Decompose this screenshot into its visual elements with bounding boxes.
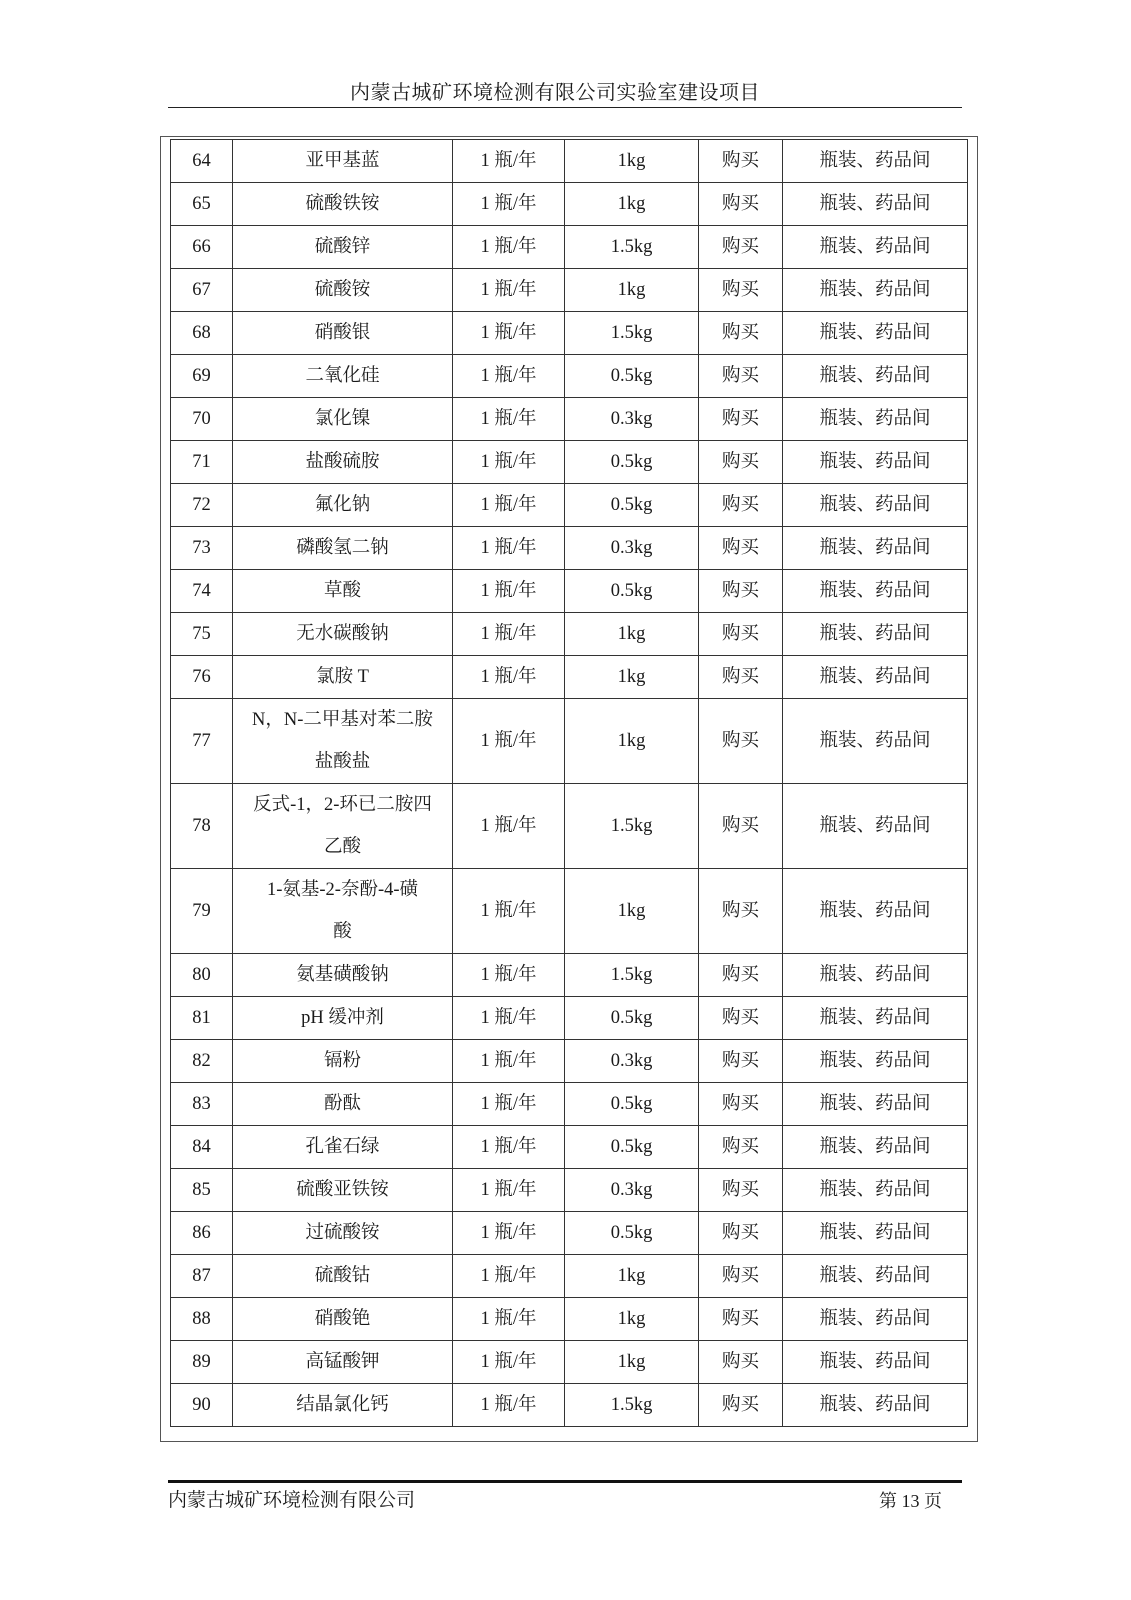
cell-number: 67 xyxy=(171,269,233,312)
table-row xyxy=(171,484,968,527)
cell-number: 74 xyxy=(171,570,233,613)
cell-source: 购买 xyxy=(699,355,783,398)
cell-name-line: 无水碳酸钠 xyxy=(296,624,389,644)
cell-amount: 0.5kg xyxy=(565,441,699,484)
cell-amount: 1kg xyxy=(565,1255,699,1298)
cell-name-line: N，N-二甲基对苯二胺 xyxy=(252,710,433,730)
table-row xyxy=(171,1083,968,1126)
cell-amount: 1.5kg xyxy=(565,226,699,269)
table-row xyxy=(171,1255,968,1298)
cell-amount: 0.3kg xyxy=(565,527,699,570)
table-row xyxy=(171,140,968,183)
cell-amount: 1kg xyxy=(565,269,699,312)
cell-source: 购买 xyxy=(699,527,783,570)
table-row xyxy=(171,269,968,312)
cell-number: 89 xyxy=(171,1341,233,1384)
cell-name xyxy=(233,355,453,398)
reagent-table xyxy=(170,139,968,1427)
cell-name-line: 盐酸盐 xyxy=(314,752,371,772)
cell-source: 购买 xyxy=(699,784,783,869)
cell-storage: 瓶装、药品间 xyxy=(783,527,968,570)
cell-storage: 瓶装、药品间 xyxy=(783,269,968,312)
cell-name xyxy=(233,1212,453,1255)
cell-name-line: 结晶氯化钙 xyxy=(296,1395,389,1415)
cell-storage: 瓶装、药品间 xyxy=(783,312,968,355)
cell-frequency: 1 瓶/年 xyxy=(453,183,565,226)
table-row xyxy=(171,784,968,869)
cell-name xyxy=(233,869,453,954)
cell-source: 购买 xyxy=(699,226,783,269)
cell-amount: 1.5kg xyxy=(565,784,699,869)
cell-storage: 瓶装、药品间 xyxy=(783,484,968,527)
cell-source: 购买 xyxy=(699,997,783,1040)
cell-number: 69 xyxy=(171,355,233,398)
cell-name-line: 酸 xyxy=(333,922,352,942)
cell-frequency: 1 瓶/年 xyxy=(453,1384,565,1427)
cell-name-line: 氟化钠 xyxy=(314,495,371,515)
cell-number: 78 xyxy=(171,784,233,869)
cell-amount: 0.3kg xyxy=(565,398,699,441)
cell-source: 购买 xyxy=(699,954,783,997)
cell-name-line: 硫酸铵 xyxy=(314,280,371,300)
cell-name xyxy=(233,398,453,441)
cell-amount: 0.3kg xyxy=(565,1169,699,1212)
cell-source: 购买 xyxy=(699,1255,783,1298)
cell-name-line: 磷酸氢二钠 xyxy=(296,538,389,558)
cell-number: 86 xyxy=(171,1212,233,1255)
table-row xyxy=(171,226,968,269)
reagent-table-body xyxy=(171,140,968,1427)
cell-number: 82 xyxy=(171,1040,233,1083)
cell-name-line: 硫酸亚铁铵 xyxy=(296,1180,389,1200)
cell-amount: 1.5kg xyxy=(565,954,699,997)
table-row xyxy=(171,312,968,355)
cell-name-line: 高锰酸钾 xyxy=(305,1352,380,1372)
cell-frequency: 1 瓶/年 xyxy=(453,1212,565,1255)
footer-company-name: 内蒙古城矿环境检测有限公司 xyxy=(168,1490,416,1511)
page-number: 第 13 页 xyxy=(879,1491,942,1511)
table-row xyxy=(171,441,968,484)
cell-frequency: 1 瓶/年 xyxy=(453,1126,565,1169)
cell-number: 84 xyxy=(171,1126,233,1169)
cell-source: 购买 xyxy=(699,656,783,699)
cell-frequency: 1 瓶/年 xyxy=(453,1169,565,1212)
cell-name-line: 过硫酸铵 xyxy=(305,1223,380,1243)
cell-name-line: 草酸 xyxy=(323,581,361,601)
table-row xyxy=(171,183,968,226)
cell-frequency: 1 瓶/年 xyxy=(453,784,565,869)
cell-name xyxy=(233,784,453,869)
cell-name xyxy=(233,1040,453,1083)
cell-name-line: 孔雀石绿 xyxy=(305,1137,380,1157)
cell-frequency: 1 瓶/年 xyxy=(453,269,565,312)
table-row xyxy=(171,997,968,1040)
cell-number: 71 xyxy=(171,441,233,484)
cell-source: 购买 xyxy=(699,398,783,441)
cell-amount: 1.5kg xyxy=(565,1384,699,1427)
cell-storage: 瓶装、药品间 xyxy=(783,997,968,1040)
cell-source: 购买 xyxy=(699,1169,783,1212)
cell-name xyxy=(233,1126,453,1169)
cell-number: 65 xyxy=(171,183,233,226)
page-header-title: 内蒙古城矿环境检测有限公司实验室建设项目 xyxy=(350,82,760,104)
cell-source: 购买 xyxy=(699,1126,783,1169)
cell-number: 83 xyxy=(171,1083,233,1126)
cell-frequency: 1 瓶/年 xyxy=(453,1298,565,1341)
cell-number: 75 xyxy=(171,613,233,656)
cell-frequency: 1 瓶/年 xyxy=(453,699,565,784)
cell-name xyxy=(233,1384,453,1427)
cell-storage: 瓶装、药品间 xyxy=(783,183,968,226)
cell-amount: 0.5kg xyxy=(565,997,699,1040)
cell-name xyxy=(233,570,453,613)
cell-amount: 1kg xyxy=(565,1341,699,1384)
cell-frequency: 1 瓶/年 xyxy=(453,1040,565,1083)
cell-name xyxy=(233,1083,453,1126)
table-row xyxy=(171,1298,968,1341)
cell-source: 购买 xyxy=(699,869,783,954)
cell-source: 购买 xyxy=(699,1040,783,1083)
cell-storage: 瓶装、药品间 xyxy=(783,1384,968,1427)
cell-storage: 瓶装、药品间 xyxy=(783,441,968,484)
cell-name xyxy=(233,527,453,570)
cell-name xyxy=(233,269,453,312)
cell-frequency: 1 瓶/年 xyxy=(453,398,565,441)
cell-number: 68 xyxy=(171,312,233,355)
cell-amount: 0.5kg xyxy=(565,1212,699,1255)
cell-storage: 瓶装、药品间 xyxy=(783,1126,968,1169)
cell-number: 73 xyxy=(171,527,233,570)
cell-name-line: 酚酞 xyxy=(323,1094,361,1114)
cell-number: 88 xyxy=(171,1298,233,1341)
cell-frequency: 1 瓶/年 xyxy=(453,140,565,183)
cell-storage: 瓶装、药品间 xyxy=(783,954,968,997)
cell-amount: 1kg xyxy=(565,1298,699,1341)
cell-storage: 瓶装、药品间 xyxy=(783,784,968,869)
cell-source: 购买 xyxy=(699,312,783,355)
cell-source: 购买 xyxy=(699,269,783,312)
cell-name xyxy=(233,997,453,1040)
cell-number: 72 xyxy=(171,484,233,527)
cell-number: 64 xyxy=(171,140,233,183)
cell-frequency: 1 瓶/年 xyxy=(453,527,565,570)
cell-storage: 瓶装、药品间 xyxy=(783,1083,968,1126)
cell-name-line: 盐酸硫胺 xyxy=(305,452,380,472)
cell-amount: 1kg xyxy=(565,699,699,784)
table-row xyxy=(171,1341,968,1384)
cell-number: 66 xyxy=(171,226,233,269)
cell-frequency: 1 瓶/年 xyxy=(453,570,565,613)
cell-storage: 瓶装、药品间 xyxy=(783,656,968,699)
cell-source: 购买 xyxy=(699,613,783,656)
cell-name-line: 硝酸铯 xyxy=(314,1309,371,1329)
cell-storage: 瓶装、药品间 xyxy=(783,869,968,954)
cell-amount: 0.5kg xyxy=(565,484,699,527)
cell-name-line: 氯胺 T xyxy=(316,667,369,687)
cell-frequency: 1 瓶/年 xyxy=(453,484,565,527)
cell-source: 购买 xyxy=(699,183,783,226)
cell-number: 87 xyxy=(171,1255,233,1298)
cell-storage: 瓶装、药品间 xyxy=(783,355,968,398)
cell-frequency: 1 瓶/年 xyxy=(453,997,565,1040)
table-row xyxy=(171,869,968,954)
table-row xyxy=(171,954,968,997)
cell-frequency: 1 瓶/年 xyxy=(453,355,565,398)
cell-amount: 1kg xyxy=(565,869,699,954)
cell-name xyxy=(233,441,453,484)
cell-number: 81 xyxy=(171,997,233,1040)
cell-storage: 瓶装、药品间 xyxy=(783,1298,968,1341)
table-row xyxy=(171,699,968,784)
cell-amount: 0.5kg xyxy=(565,570,699,613)
cell-frequency: 1 瓶/年 xyxy=(453,954,565,997)
cell-number: 76 xyxy=(171,656,233,699)
cell-name xyxy=(233,613,453,656)
cell-amount: 1kg xyxy=(565,140,699,183)
table-row xyxy=(171,1212,968,1255)
cell-name-line: 反式-1，2-环已二胺四 xyxy=(253,795,432,815)
cell-name xyxy=(233,484,453,527)
cell-storage: 瓶装、药品间 xyxy=(783,1341,968,1384)
cell-storage: 瓶装、药品间 xyxy=(783,699,968,784)
header-divider xyxy=(168,107,962,108)
cell-source: 购买 xyxy=(699,484,783,527)
table-row xyxy=(171,1040,968,1083)
cell-name-line: 硫酸钴 xyxy=(314,1266,371,1286)
cell-source: 购买 xyxy=(699,1212,783,1255)
cell-frequency: 1 瓶/年 xyxy=(453,656,565,699)
cell-name xyxy=(233,656,453,699)
cell-amount: 1kg xyxy=(565,613,699,656)
table-row xyxy=(171,656,968,699)
cell-number: 70 xyxy=(171,398,233,441)
cell-amount: 1kg xyxy=(565,656,699,699)
cell-name xyxy=(233,312,453,355)
cell-name-line: 硫酸铁铵 xyxy=(305,194,380,214)
cell-name-line: 镉粉 xyxy=(323,1051,361,1071)
cell-frequency: 1 瓶/年 xyxy=(453,613,565,656)
cell-number: 90 xyxy=(171,1384,233,1427)
cell-name-line: 氨基磺酸钠 xyxy=(296,965,389,985)
cell-number: 80 xyxy=(171,954,233,997)
cell-source: 购买 xyxy=(699,1083,783,1126)
cell-name xyxy=(233,226,453,269)
cell-storage: 瓶装、药品间 xyxy=(783,226,968,269)
cell-source: 购买 xyxy=(699,140,783,183)
footer-divider xyxy=(168,1480,962,1483)
cell-name xyxy=(233,140,453,183)
cell-source: 购买 xyxy=(699,570,783,613)
cell-name-line: 1-氨基-2-奈酚-4-磺 xyxy=(266,880,419,900)
table-row xyxy=(171,398,968,441)
cell-frequency: 1 瓶/年 xyxy=(453,1341,565,1384)
cell-source: 购买 xyxy=(699,1341,783,1384)
cell-frequency: 1 瓶/年 xyxy=(453,869,565,954)
cell-storage: 瓶装、药品间 xyxy=(783,613,968,656)
cell-name xyxy=(233,1298,453,1341)
table-row xyxy=(171,1384,968,1427)
table-row xyxy=(171,1126,968,1169)
cell-storage: 瓶装、药品间 xyxy=(783,140,968,183)
cell-name-line: 硝酸银 xyxy=(314,323,371,343)
cell-amount: 0.5kg xyxy=(565,355,699,398)
cell-number: 77 xyxy=(171,699,233,784)
cell-source: 购买 xyxy=(699,1384,783,1427)
table-row xyxy=(171,355,968,398)
cell-number: 79 xyxy=(171,869,233,954)
cell-amount: 1kg xyxy=(565,183,699,226)
cell-source: 购买 xyxy=(699,1298,783,1341)
cell-name-line: 亚甲基蓝 xyxy=(305,151,380,171)
cell-frequency: 1 瓶/年 xyxy=(453,441,565,484)
cell-name xyxy=(233,954,453,997)
cell-storage: 瓶装、药品间 xyxy=(783,1255,968,1298)
table-row xyxy=(171,1169,968,1212)
table-row xyxy=(171,527,968,570)
cell-source: 购买 xyxy=(699,699,783,784)
cell-frequency: 1 瓶/年 xyxy=(453,226,565,269)
cell-name-line: 二氧化硅 xyxy=(305,366,380,386)
cell-number: 85 xyxy=(171,1169,233,1212)
cell-frequency: 1 瓶/年 xyxy=(453,1083,565,1126)
cell-storage: 瓶装、药品间 xyxy=(783,1212,968,1255)
cell-name xyxy=(233,699,453,784)
cell-frequency: 1 瓶/年 xyxy=(453,1255,565,1298)
cell-name xyxy=(233,1255,453,1298)
cell-name xyxy=(233,1341,453,1384)
table-row xyxy=(171,613,968,656)
cell-storage: 瓶装、药品间 xyxy=(783,1040,968,1083)
cell-name-line: 氯化镍 xyxy=(314,409,371,429)
cell-name-line: 硫酸锌 xyxy=(314,237,371,257)
cell-name-line: 乙酸 xyxy=(323,837,361,857)
cell-source: 购买 xyxy=(699,441,783,484)
cell-frequency: 1 瓶/年 xyxy=(453,312,565,355)
cell-name xyxy=(233,183,453,226)
cell-amount: 1.5kg xyxy=(565,312,699,355)
cell-amount: 0.5kg xyxy=(565,1083,699,1126)
cell-storage: 瓶装、药品间 xyxy=(783,1169,968,1212)
cell-name-line: pH 缓冲剂 xyxy=(301,1008,384,1028)
table-row xyxy=(171,570,968,613)
cell-amount: 0.5kg xyxy=(565,1126,699,1169)
cell-amount: 0.3kg xyxy=(565,1040,699,1083)
cell-storage: 瓶装、药品间 xyxy=(783,398,968,441)
cell-storage: 瓶装、药品间 xyxy=(783,570,968,613)
cell-name xyxy=(233,1169,453,1212)
